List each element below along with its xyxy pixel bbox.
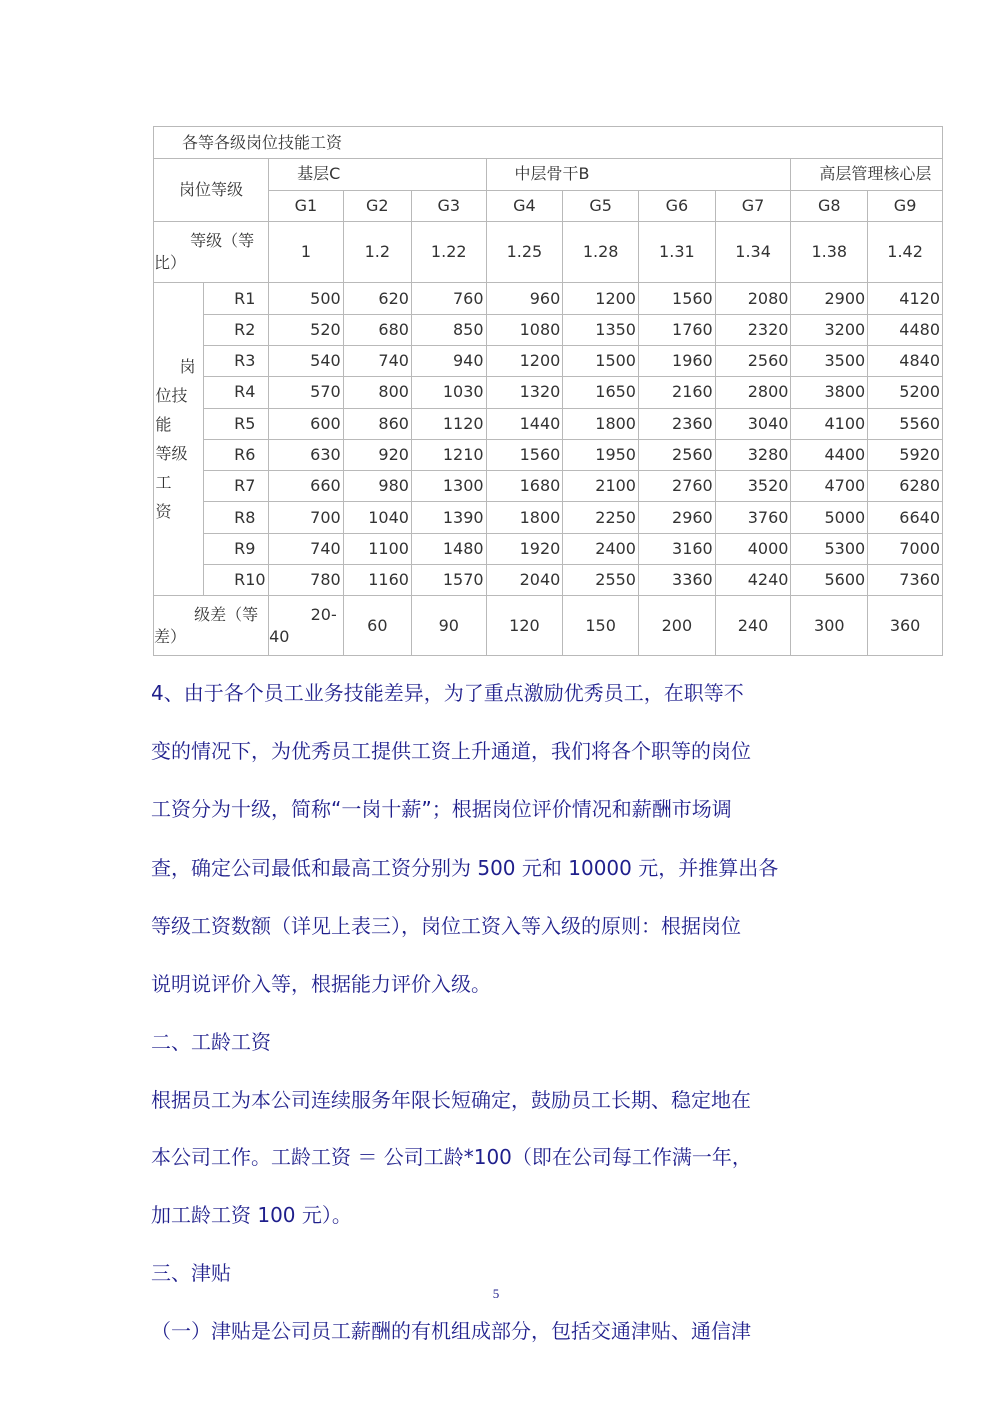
- section-label: [154, 283, 204, 596]
- ratio-cell: 1.28: [563, 221, 639, 283]
- salary-cell: 620: [343, 283, 411, 314]
- salary-cell: 2550: [563, 564, 639, 595]
- salary-cell: 2040: [486, 564, 563, 595]
- salary-cell: 2320: [715, 314, 791, 345]
- salary-cell: 740: [269, 533, 344, 564]
- salary-cell: 570: [269, 377, 344, 408]
- paragraph-line: 查，确定公司最低和最高工资分别为 500 元和 10000 元，并推算出各: [151, 856, 779, 880]
- salary-cell: 3520: [715, 471, 791, 502]
- grade-header-cell: G4: [486, 190, 563, 221]
- paragraph-line: 说明说评价入等，根据能力评价入级。: [151, 972, 491, 996]
- salary-cell: 540: [269, 346, 344, 377]
- salary-cell: 1560: [486, 439, 563, 470]
- salary-cell: 1570: [411, 564, 486, 595]
- salary-cell: 2160: [638, 377, 715, 408]
- salary-cell: 660: [269, 471, 344, 502]
- salary-cell: 7000: [868, 533, 943, 564]
- salary-cell: 1040: [343, 502, 411, 533]
- salary-cell: 1100: [343, 533, 411, 564]
- diff-first-line: 40: [269, 626, 290, 646]
- paragraph-line: 本公司工作。工龄工资 ＝ 公司工龄*100（即在公司每工作满一年，: [151, 1145, 752, 1169]
- table-title: 各等各级岗位技能工资: [154, 127, 943, 159]
- salary-cell: 630: [269, 439, 344, 470]
- salary-cell: 1500: [563, 346, 639, 377]
- diff-cell: 240: [715, 596, 791, 656]
- salary-cell: 800: [343, 377, 411, 408]
- paragraph-line: 4、由于各个员工业务技能差异，为了重点激励优秀员工，在职等不: [151, 681, 744, 705]
- salary-table-image: [153, 126, 940, 656]
- salary-cell: 4100: [791, 408, 868, 439]
- salary-cell: 1950: [563, 439, 639, 470]
- salary-cell: 5000: [791, 502, 868, 533]
- salary-cell: 7360: [868, 564, 943, 595]
- grade-header-cell: G9: [868, 190, 943, 221]
- salary-cell: 1200: [563, 283, 639, 314]
- salary-cell: 1390: [411, 502, 486, 533]
- salary-cell: 2960: [638, 502, 715, 533]
- salary-cell: 3760: [715, 502, 791, 533]
- salary-cell: 4240: [715, 564, 791, 595]
- grade-header-cell: G5: [563, 190, 639, 221]
- grade-header-cell: G6: [638, 190, 715, 221]
- salary-cell: 1800: [486, 502, 563, 533]
- paragraph-line: 变的情况下，为优秀员工提供工资上升通道，我们将各个职等的岗位: [151, 739, 751, 763]
- salary-cell: 2800: [715, 377, 791, 408]
- ratio-cell: 1.42: [868, 221, 943, 283]
- salary-cell: 5920: [868, 439, 943, 470]
- page-number: 5: [492, 1286, 500, 1301]
- salary-cell: 780: [269, 564, 344, 595]
- salary-cell: 5200: [868, 377, 943, 408]
- salary-cell: 4120: [868, 283, 943, 314]
- salary-cell: 850: [411, 314, 486, 345]
- level-label: R5: [204, 408, 269, 439]
- salary-cell: 1440: [486, 408, 563, 439]
- level-label: R9: [204, 533, 269, 564]
- salary-cell: 5560: [868, 408, 943, 439]
- section-label-line: 岗: [179, 357, 196, 377]
- diff-cell: 150: [563, 596, 639, 656]
- level-label: R4: [204, 377, 269, 408]
- salary-cell: 3040: [715, 408, 791, 439]
- salary-cell: 1800: [563, 408, 639, 439]
- ratio-cell: 1: [269, 221, 344, 283]
- diff-cell: 300: [791, 596, 868, 656]
- grade-header-cell: G2: [343, 190, 411, 221]
- level-label: R10: [204, 564, 269, 595]
- diff-label-line: 级差（等: [194, 604, 259, 624]
- salary-cell: 2360: [638, 408, 715, 439]
- group-label: 基层C: [269, 159, 486, 190]
- salary-cell: 1680: [486, 471, 563, 502]
- ratio-cell: 1.34: [715, 221, 791, 283]
- paragraph-line: （一）津贴是公司员工薪酬的有机组成部分，包括交通津贴、通信津: [151, 1319, 751, 1343]
- group-label: 中层骨干B: [486, 159, 791, 190]
- section-label-line: 等级工: [155, 444, 188, 493]
- salary-cell: 520: [269, 314, 344, 345]
- salary-cell: 5300: [791, 533, 868, 564]
- salary-cell: 2560: [715, 346, 791, 377]
- salary-cell: 3500: [791, 346, 868, 377]
- salary-cell: 2100: [563, 471, 639, 502]
- salary-cell: 500: [269, 283, 344, 314]
- salary-cell: 700: [269, 502, 344, 533]
- salary-cell: 680: [343, 314, 411, 345]
- diff-cell: 60: [343, 596, 411, 656]
- paragraph-line: 工资分为十级，简称“一岗十薪”；根据岗位评价情况和薪酬市场调: [151, 797, 732, 821]
- ratio-label-line: 比）: [154, 253, 187, 273]
- ratio-cell: 1.38: [791, 221, 868, 283]
- salary-cell: 2560: [638, 439, 715, 470]
- diff-label: [154, 596, 269, 656]
- salary-cell: 760: [411, 283, 486, 314]
- salary-cell: 6640: [868, 502, 943, 533]
- salary-cell: 2080: [715, 283, 791, 314]
- salary-cell: 3360: [638, 564, 715, 595]
- ratio-cell: 1.2: [343, 221, 411, 283]
- salary-cell: 1480: [411, 533, 486, 564]
- salary-cell: 600: [269, 408, 344, 439]
- salary-cell: 1320: [486, 377, 563, 408]
- salary-cell: 1080: [486, 314, 563, 345]
- salary-cell: 920: [343, 439, 411, 470]
- salary-cell: 1650: [563, 377, 639, 408]
- grade-header: 岗位等级: [154, 159, 269, 222]
- salary-cell: 4000: [715, 533, 791, 564]
- paragraph-line: 二、工龄工资: [151, 1030, 271, 1054]
- grade-header-cell: G1: [269, 190, 344, 221]
- level-label: R3: [204, 346, 269, 377]
- level-label: R6: [204, 439, 269, 470]
- ratio-label: [154, 221, 269, 283]
- diff-label-line: 差）: [154, 626, 187, 646]
- salary-cell: 740: [343, 346, 411, 377]
- diff-cell: 90: [411, 596, 486, 656]
- salary-cell: 2250: [563, 502, 639, 533]
- salary-cell: 1200: [486, 346, 563, 377]
- salary-cell: 5600: [791, 564, 868, 595]
- salary-cell: 3160: [638, 533, 715, 564]
- paragraph-line: 三、津贴: [151, 1261, 231, 1285]
- salary-table: [153, 126, 943, 656]
- grade-header-cell: G7: [715, 190, 791, 221]
- level-label: R1: [204, 283, 269, 314]
- diff-first-cell: [269, 596, 344, 656]
- salary-cell: 3800: [791, 377, 868, 408]
- level-label: R8: [204, 502, 269, 533]
- grade-header-cell: G3: [411, 190, 486, 221]
- salary-cell: 1210: [411, 439, 486, 470]
- salary-cell: 960: [486, 283, 563, 314]
- level-label: R7: [204, 471, 269, 502]
- salary-cell: 4840: [868, 346, 943, 377]
- salary-cell: 1920: [486, 533, 563, 564]
- ratio-cell: 1.22: [411, 221, 486, 283]
- salary-cell: 3280: [715, 439, 791, 470]
- salary-cell: 860: [343, 408, 411, 439]
- salary-cell: 2400: [563, 533, 639, 564]
- diff-cell: 200: [638, 596, 715, 656]
- section-label-line: 资: [155, 502, 172, 522]
- salary-cell: 980: [343, 471, 411, 502]
- grade-header-cell: G8: [791, 190, 868, 221]
- salary-cell: 940: [411, 346, 486, 377]
- diff-first-line: 20-: [310, 604, 337, 624]
- salary-cell: 1350: [563, 314, 639, 345]
- paragraph-line: 根据员工为本公司连续服务年限长短确定，鼓励员工长期、稳定地在: [151, 1088, 751, 1112]
- salary-cell: 4400: [791, 439, 868, 470]
- section-label-line: 位技能: [155, 386, 188, 435]
- salary-cell: 1160: [343, 564, 411, 595]
- salary-cell: 1030: [411, 377, 486, 408]
- salary-cell: 3200: [791, 314, 868, 345]
- ratio-cell: 1.31: [638, 221, 715, 283]
- salary-cell: 2760: [638, 471, 715, 502]
- level-label: R2: [204, 314, 269, 345]
- group-label: 高层管理核心层: [791, 159, 943, 190]
- salary-cell: 6280: [868, 471, 943, 502]
- ratio-cell: 1.25: [486, 221, 563, 283]
- salary-cell: 1120: [411, 408, 486, 439]
- salary-cell: 1560: [638, 283, 715, 314]
- diff-cell: 120: [486, 596, 563, 656]
- salary-cell: 1760: [638, 314, 715, 345]
- ratio-label-line: 等级（等: [190, 231, 255, 251]
- salary-cell: 4480: [868, 314, 943, 345]
- salary-cell: 1960: [638, 346, 715, 377]
- paragraph-line: 等级工资数额（详见上表三），岗位工资入等入级的原则：根据岗位: [151, 914, 741, 938]
- salary-cell: 4700: [791, 471, 868, 502]
- paragraph-line: 加工龄工资 100 元）。: [151, 1203, 352, 1227]
- salary-cell: 1300: [411, 471, 486, 502]
- salary-cell: 2900: [791, 283, 868, 314]
- section-label-text: [156, 352, 202, 526]
- diff-cell: 360: [868, 596, 943, 656]
